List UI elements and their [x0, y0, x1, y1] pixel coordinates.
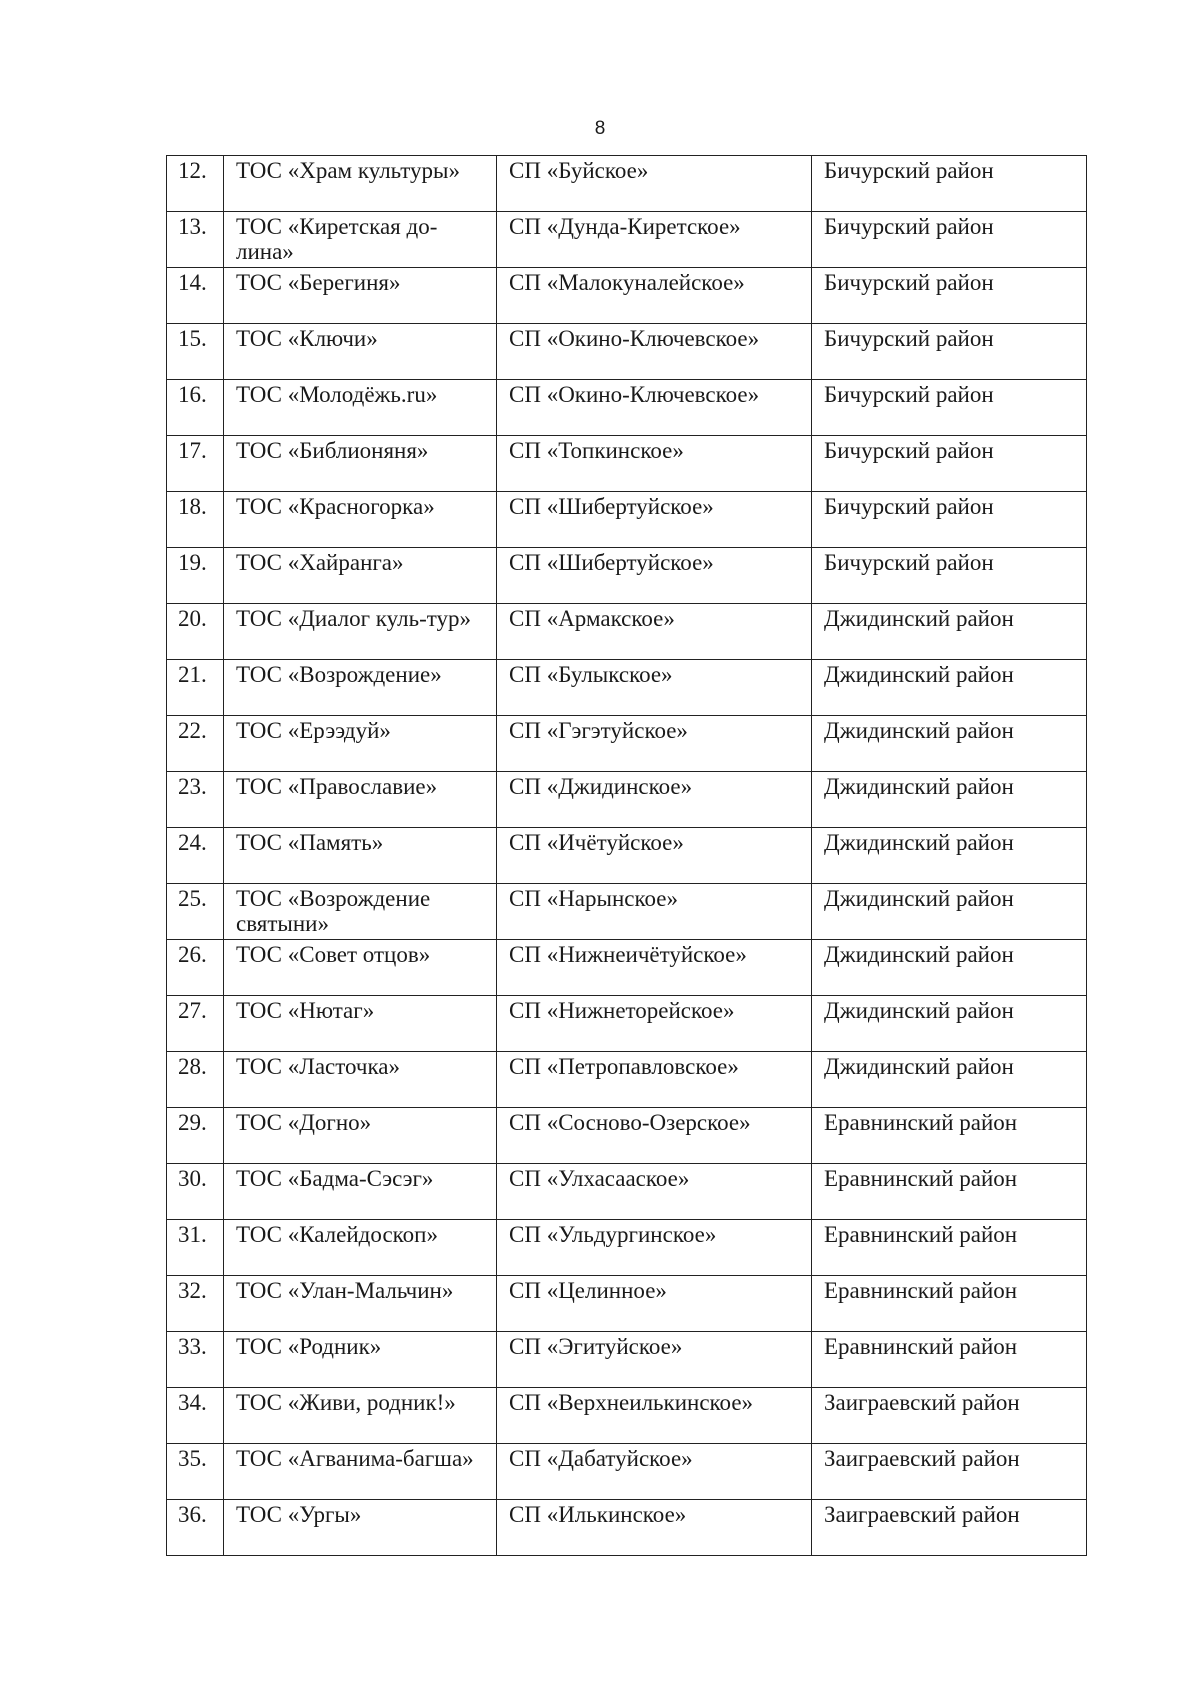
district-name: Бичурский район	[812, 548, 1087, 604]
settlement-name: СП «Нижнеторейское»	[497, 996, 812, 1052]
row-number: 15.	[167, 324, 224, 380]
row-number: 32.	[167, 1276, 224, 1332]
table-row	[167, 996, 1087, 1052]
district-name: Бичурский район	[812, 492, 1087, 548]
settlement-name: СП «Эгитуйское»	[497, 1332, 812, 1388]
row-number: 21.	[167, 660, 224, 716]
tos-name: ТОС «Ургы»	[224, 1500, 497, 1556]
table-row	[167, 1220, 1087, 1276]
table-row	[167, 1108, 1087, 1164]
tos-name: ТОС «Молодёжь.ru»	[224, 380, 497, 436]
settlement-name: СП «Булыкское»	[497, 660, 812, 716]
district-name: Бичурский район	[812, 436, 1087, 492]
district-name: Бичурский район	[812, 324, 1087, 380]
tos-table	[166, 155, 1087, 1556]
settlement-name: СП «Шибертуйское»	[497, 548, 812, 604]
tos-name: ТОС «Красногорка»	[224, 492, 497, 548]
district-name: Джидинский район	[812, 716, 1087, 772]
district-name: Еравнинский район	[812, 1276, 1087, 1332]
row-number: 25.	[167, 884, 224, 940]
row-number: 27.	[167, 996, 224, 1052]
district-name: Бичурский район	[812, 212, 1087, 268]
row-number: 16.	[167, 380, 224, 436]
tos-table-body	[167, 156, 1087, 1556]
settlement-name: СП «Буйское»	[497, 156, 812, 212]
table-row	[167, 324, 1087, 380]
table-row	[167, 492, 1087, 548]
table-row	[167, 268, 1087, 324]
row-number: 12.	[167, 156, 224, 212]
row-number: 24.	[167, 828, 224, 884]
district-name: Бичурский район	[812, 268, 1087, 324]
tos-name: ТОС «Ключи»	[224, 324, 497, 380]
table-row	[167, 212, 1087, 268]
settlement-name: СП «Улхасаaское»	[497, 1164, 812, 1220]
tos-name: ТОС «Диалог куль-тур»	[224, 604, 497, 660]
table-row	[167, 548, 1087, 604]
row-number: 14.	[167, 268, 224, 324]
settlement-name: СП «Дабатуйское»	[497, 1444, 812, 1500]
district-name: Джидинский район	[812, 1052, 1087, 1108]
settlement-name: СП «Ичётуйское»	[497, 828, 812, 884]
district-name: Бичурский район	[812, 156, 1087, 212]
settlement-name: СП «Армакское»	[497, 604, 812, 660]
table-row	[167, 884, 1087, 940]
settlement-name: СП «Петропавловское»	[497, 1052, 812, 1108]
tos-name: ТОС «Киретская до-лина»	[224, 212, 497, 268]
table-row	[167, 660, 1087, 716]
table-row	[167, 772, 1087, 828]
district-name: Заиграевский район	[812, 1444, 1087, 1500]
row-number: 35.	[167, 1444, 224, 1500]
row-number: 18.	[167, 492, 224, 548]
district-name: Джидинский район	[812, 940, 1087, 996]
table-row	[167, 156, 1087, 212]
row-number: 29.	[167, 1108, 224, 1164]
tos-name: ТОС «Совет отцов»	[224, 940, 497, 996]
district-name: Еравнинский район	[812, 1164, 1087, 1220]
row-number: 23.	[167, 772, 224, 828]
table-row	[167, 1276, 1087, 1332]
district-name: Джидинский район	[812, 828, 1087, 884]
settlement-name: СП «Шибертуйское»	[497, 492, 812, 548]
settlement-name: СП «Гэгэтуйское»	[497, 716, 812, 772]
district-name: Джидинский район	[812, 772, 1087, 828]
tos-name: ТОС «Хайранга»	[224, 548, 497, 604]
district-name: Бичурский район	[812, 380, 1087, 436]
settlement-name: СП «Илькинское»	[497, 1500, 812, 1556]
row-number: 33.	[167, 1332, 224, 1388]
settlement-name: СП «Целинное»	[497, 1276, 812, 1332]
tos-name: ТОС «Улан-Мальчин»	[224, 1276, 497, 1332]
tos-name: ТОС «Бадма-Сэсэг»	[224, 1164, 497, 1220]
tos-name: ТОС «Храм культуры»	[224, 156, 497, 212]
settlement-name: СП «Джидинское»	[497, 772, 812, 828]
table-row	[167, 436, 1087, 492]
row-number: 13.	[167, 212, 224, 268]
district-name: Джидинский район	[812, 604, 1087, 660]
district-name: Джидинский район	[812, 996, 1087, 1052]
tos-name: ТОС «Возрождение святыни»	[224, 884, 497, 940]
settlement-name: СП «Сосново-Озерское»	[497, 1108, 812, 1164]
row-number: 26.	[167, 940, 224, 996]
table-row	[167, 716, 1087, 772]
table-row	[167, 1052, 1087, 1108]
district-name: Еравнинский район	[812, 1220, 1087, 1276]
row-number: 17.	[167, 436, 224, 492]
tos-name: ТОС «Берегиня»	[224, 268, 497, 324]
tos-name: ТОС «Живи, родник!»	[224, 1388, 497, 1444]
tos-name: ТОС «Нютаг»	[224, 996, 497, 1052]
district-name: Еравнинский район	[812, 1108, 1087, 1164]
table-row	[167, 604, 1087, 660]
district-name: Еравнинский район	[812, 1332, 1087, 1388]
row-number: 20.	[167, 604, 224, 660]
tos-name: ТОС «Ерээдуй»	[224, 716, 497, 772]
tos-name: ТОС «Библионяня»	[224, 436, 497, 492]
table-row	[167, 940, 1087, 996]
tos-name: ТОС «Православие»	[224, 772, 497, 828]
table-row	[167, 828, 1087, 884]
page-number: 8	[594, 118, 606, 139]
table-row	[167, 1332, 1087, 1388]
district-name: Заиграевский район	[812, 1500, 1087, 1556]
tos-name: ТОС «Калейдоскоп»	[224, 1220, 497, 1276]
tos-name: ТОС «Возрождение»	[224, 660, 497, 716]
settlement-name: СП «Верхнеилькинское»	[497, 1388, 812, 1444]
settlement-name: СП «Дунда-Киретское»	[497, 212, 812, 268]
table-row	[167, 1444, 1087, 1500]
table-row	[167, 1388, 1087, 1444]
tos-name: ТОС «Догно»	[224, 1108, 497, 1164]
district-name: Джидинский район	[812, 884, 1087, 940]
settlement-name: СП «Окино-Ключевское»	[497, 380, 812, 436]
settlement-name: СП «Топкинское»	[497, 436, 812, 492]
settlement-name: СП «Ульдургинское»	[497, 1220, 812, 1276]
table-row	[167, 1164, 1087, 1220]
row-number: 31.	[167, 1220, 224, 1276]
row-number: 36.	[167, 1500, 224, 1556]
district-name: Заиграевский район	[812, 1388, 1087, 1444]
settlement-name: СП «Нижнеичётуйское»	[497, 940, 812, 996]
row-number: 34.	[167, 1388, 224, 1444]
tos-name: ТОС «Память»	[224, 828, 497, 884]
row-number: 19.	[167, 548, 224, 604]
table-row	[167, 380, 1087, 436]
table-row	[167, 1500, 1087, 1556]
row-number: 28.	[167, 1052, 224, 1108]
row-number: 22.	[167, 716, 224, 772]
tos-name: ТОС «Ласточка»	[224, 1052, 497, 1108]
settlement-name: СП «Окино-Ключевское»	[497, 324, 812, 380]
district-name: Джидинский район	[812, 660, 1087, 716]
settlement-name: СП «Нарынское»	[497, 884, 812, 940]
row-number: 30.	[167, 1164, 224, 1220]
settlement-name: СП «Малокуналейское»	[497, 268, 812, 324]
tos-name: ТОС «Родник»	[224, 1332, 497, 1388]
tos-name: ТОС «Агванима-багша»	[224, 1444, 497, 1500]
